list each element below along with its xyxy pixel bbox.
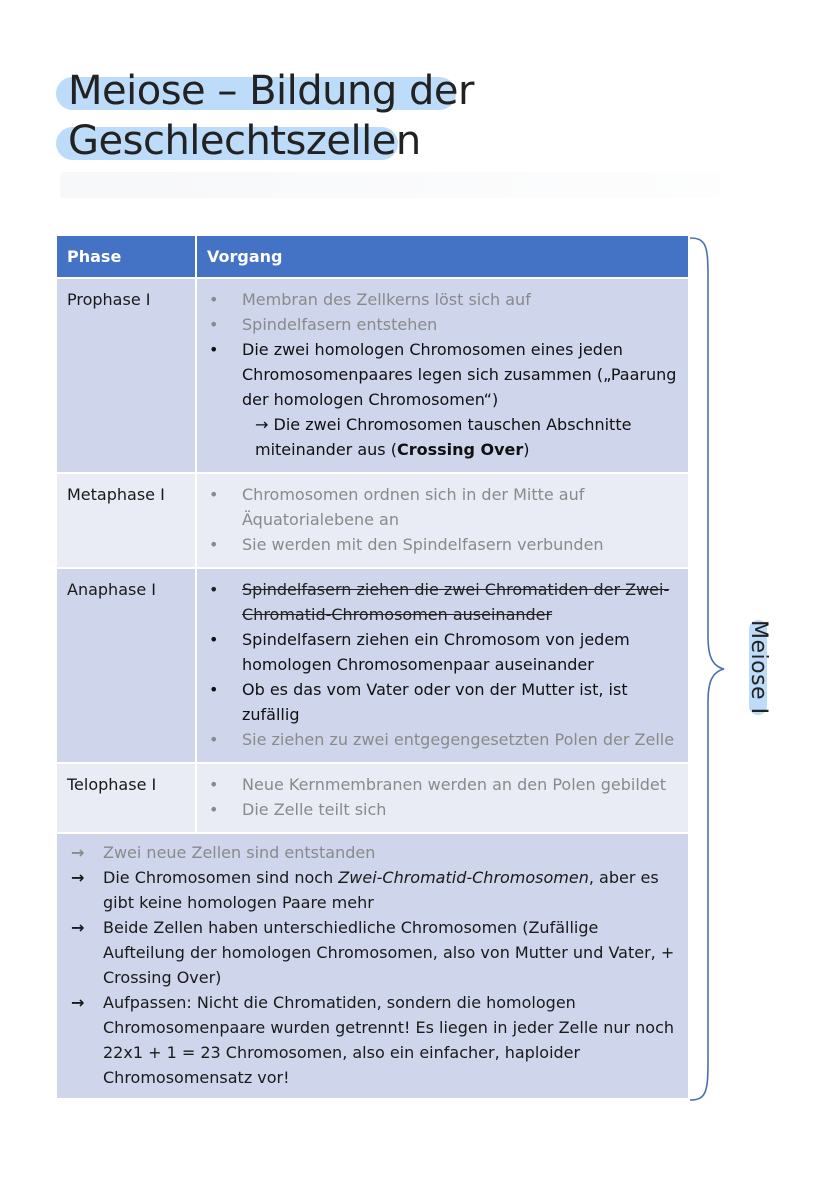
- header-vorgang: Vorgang: [196, 236, 688, 278]
- table-row-summary: [57, 833, 688, 1098]
- faint-background-line: [60, 172, 720, 198]
- list-item: • Spindelfasern entstehen: [207, 312, 678, 337]
- list-item-struck: • Spindelfasern ziehen die zwei Chromatiden der Zwei-Chromatid-Chromosomen auseinander: [207, 577, 678, 627]
- list-item: • Ob es das vom Vater oder von der Mutter ist, ist zufällig: [207, 677, 678, 727]
- title-line-1: Meiose – Bildung der: [56, 66, 474, 116]
- list-item: • Die zwei homologen Chromosomen eines jeden Chromosomenpaares legen sich zusammen („Paarung der homologen Chromosomen“): [207, 337, 678, 412]
- summary-item: → Die Chromosomen sind noch Zwei-Chromatid-Chromosomen, aber es gibt keine homologen Paare mehr: [69, 865, 678, 915]
- summary-cell: [57, 833, 688, 1098]
- phase-name-telophase: Telophase I: [57, 763, 196, 833]
- page-title: [56, 66, 474, 166]
- list-item: • Die Zelle teilt sich: [207, 797, 678, 822]
- list-item: • Spindelfasern ziehen ein Chromosom von jedem homologen Chromosomenpaar auseinander: [207, 627, 678, 677]
- table-row-anaphase: [57, 568, 688, 763]
- phase-name-prophase: Prophase I: [57, 278, 196, 473]
- title-line-2: Geschlechtszellen: [56, 116, 474, 166]
- list-item: • Neue Kernmembranen werden an den Polen gebildet: [207, 772, 678, 797]
- list-item: • Membran des Zellkerns löst sich auf: [207, 287, 678, 312]
- table-row-metaphase: [57, 473, 688, 568]
- crossing-over-bold: Crossing Over: [396, 440, 524, 459]
- table-row-prophase: [57, 278, 688, 473]
- meiosis-phase-table: [57, 236, 688, 1098]
- table-header-row: [57, 236, 688, 278]
- summary-item: → Zwei neue Zellen sind entstanden: [69, 840, 678, 865]
- table-row-telophase: [57, 763, 688, 833]
- curly-brace-icon: [688, 236, 728, 1102]
- summary-item: → Aufpassen: Nicht die Chromatiden, sondern die homologen Chromosomenpaare wurden getrennt! Es liegen in jeder Zelle nur noch 22x1 + 1 = 23 Chromosomen, also ein einfacher, haploider Chromosomensatz vor!: [69, 990, 678, 1090]
- phase-desc-telophase: [196, 763, 688, 833]
- crossing-over-note: → Die zwei Chromosomen tauschen Abschnitte miteinander aus (Crossing Over): [255, 415, 632, 459]
- summary-item: → Beide Zellen haben unterschiedliche Chromosomen (Zufällige Aufteilung der homologen Chromosomen, also von Mutter und Vater, + Crossing Over): [69, 915, 678, 990]
- header-phase: Phase: [57, 236, 196, 278]
- phase-desc-metaphase: [196, 473, 688, 568]
- phase-name-anaphase: Anaphase I: [57, 568, 196, 763]
- phase-desc-anaphase: [196, 568, 688, 763]
- phase-desc-prophase: [196, 278, 688, 473]
- list-item: • Sie werden mit den Spindelfasern verbunden: [207, 532, 678, 557]
- list-item: • Sie ziehen zu zwei entgegengesetzten Polen der Zelle: [207, 727, 678, 752]
- meiose-i-label: Meiose I: [746, 620, 771, 715]
- phase-name-metaphase: Metaphase I: [57, 473, 196, 568]
- summary-italic-term: Zwei-Chromatid-Chromosomen: [338, 868, 589, 887]
- list-item: • Chromosomen ordnen sich in der Mitte auf Äquatorialebene an: [207, 482, 678, 532]
